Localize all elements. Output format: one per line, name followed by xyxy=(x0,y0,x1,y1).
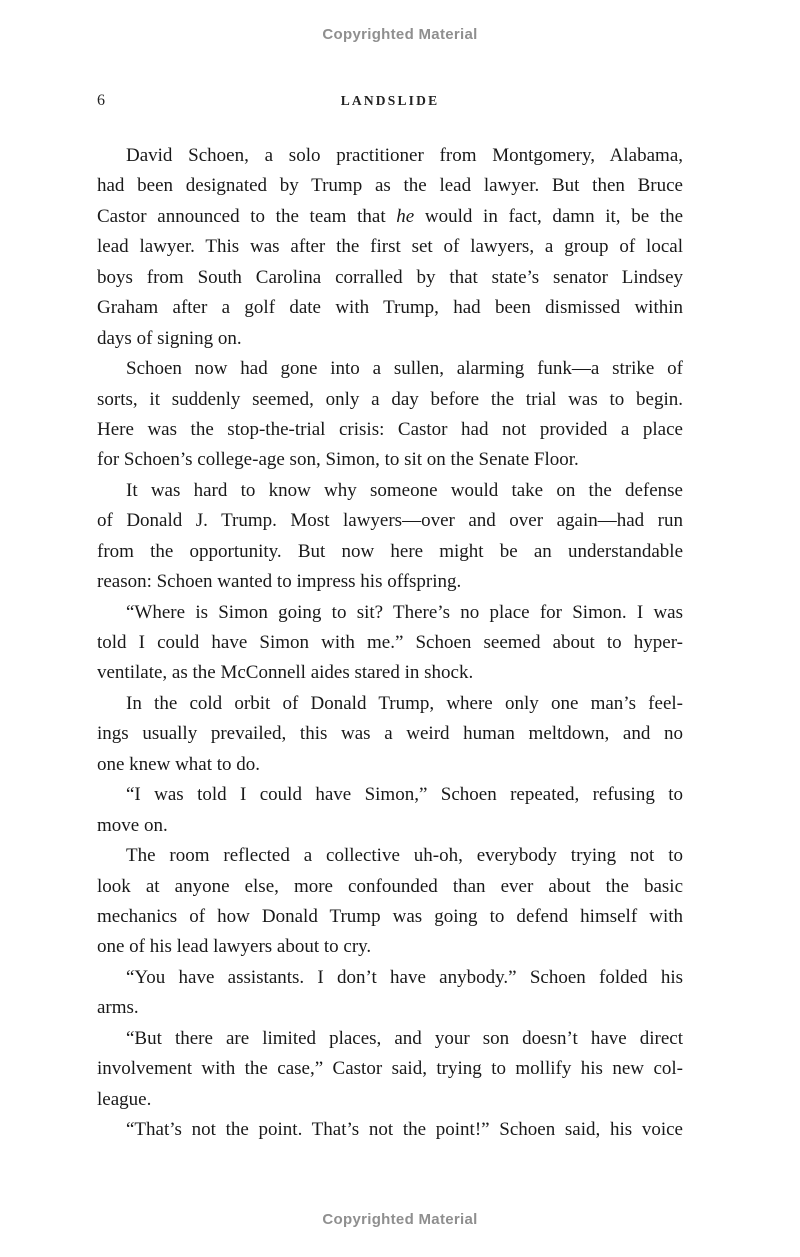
text-line: lead lawyer. This was after the first set of lawyers, a group of local xyxy=(97,236,683,258)
paragraph xyxy=(97,476,683,598)
text-line: from the opportunity. But now here might be an understandable xyxy=(97,540,683,562)
paragraph xyxy=(97,780,683,841)
copyright-notice-bottom: Copyrighted Material xyxy=(322,1211,478,1228)
copyright-notice-top: Copyrighted Material xyxy=(322,26,478,43)
text-line: one of his lead lawyers about to cry. xyxy=(97,936,372,958)
paragraph xyxy=(97,598,683,689)
text-line: Castor announced to the team that he would in fact, damn it, be the xyxy=(97,205,684,227)
text-line: sorts, it suddenly seemed, only a day before the trial was to begin. xyxy=(97,388,683,410)
text-line: “Where is Simon going to sit? There’s no place for Simon. I was xyxy=(126,601,683,623)
text-line: told I could have Simon with me.” Schoen seemed about to hyper- xyxy=(97,632,683,653)
text-line: move on. xyxy=(97,814,168,836)
text-line: It was hard to know why someone would take on the defense xyxy=(126,479,683,501)
text-line: for Schoen’s college-age son, Simon, to sit on the Senate Floor. xyxy=(97,449,579,471)
text-line: involvement with the case,” Castor said, trying to mollify his new col- xyxy=(97,1058,683,1080)
text-line: mechanics of how Donald Trump was going to defend himself with xyxy=(97,905,683,927)
text-line: Here was the stop-the-trial crisis: Castor had not provided a place xyxy=(97,418,683,440)
text-line: of Donald J. Trump. Most lawyers—over and over again—had run xyxy=(97,510,683,532)
paragraph xyxy=(97,963,683,1024)
text-line: “You have assistants. I don’t have anybody.” Schoen folded his xyxy=(126,966,683,988)
paragraph xyxy=(97,1115,683,1145)
text-line: arms. xyxy=(97,997,139,1019)
text-line: Graham after a golf date with Trump, had been dismissed within xyxy=(97,297,683,319)
text-line: Schoen now had gone into a sullen, alarming funk—a strike of xyxy=(126,358,683,380)
paragraph xyxy=(97,689,683,780)
text-line: “I was told I could have Simon,” Schoen repeated, refusing to xyxy=(126,784,683,806)
paragraph xyxy=(97,1024,683,1115)
text-line: The room reflected a collective uh-oh, everybody trying not to xyxy=(126,845,683,867)
text-line: league. xyxy=(97,1088,152,1110)
text-line: had been designated by Trump as the lead lawyer. But then Bruce xyxy=(97,175,683,197)
paragraph xyxy=(97,141,683,354)
text-line: look at anyone else, more confounded than ever about the basic xyxy=(97,875,683,897)
text-block xyxy=(97,141,683,1145)
text-line: reason: Schoen wanted to impress his offspring. xyxy=(97,571,462,593)
text-line: boys from South Carolina corralled by that state’s senator Lindsey xyxy=(97,266,683,288)
paragraph xyxy=(97,354,683,476)
text-line: one knew what to do. xyxy=(97,753,261,775)
text-line: days of signing on. xyxy=(97,327,242,349)
paragraph xyxy=(97,841,683,963)
text-line: ings usually prevailed, this was a weird human meltdown, and no xyxy=(97,723,683,745)
text-line: David Schoen, a solo practitioner from Montgomery, Alabama, xyxy=(126,145,683,166)
text-line: ventilate, as the McConnell aides stared in shock. xyxy=(97,662,474,684)
text-line: “But there are limited places, and your son doesn’t have direct xyxy=(126,1027,683,1049)
running-head xyxy=(97,92,683,112)
text-line: “That’s not the point. That’s not the point!” Schoen said, his voice xyxy=(126,1119,683,1140)
running-header-title: LANDSLIDE xyxy=(340,93,440,108)
page-number: 6 xyxy=(97,92,105,109)
text-line: In the cold orbit of Donald Trump, where only one man’s feel- xyxy=(126,692,683,714)
